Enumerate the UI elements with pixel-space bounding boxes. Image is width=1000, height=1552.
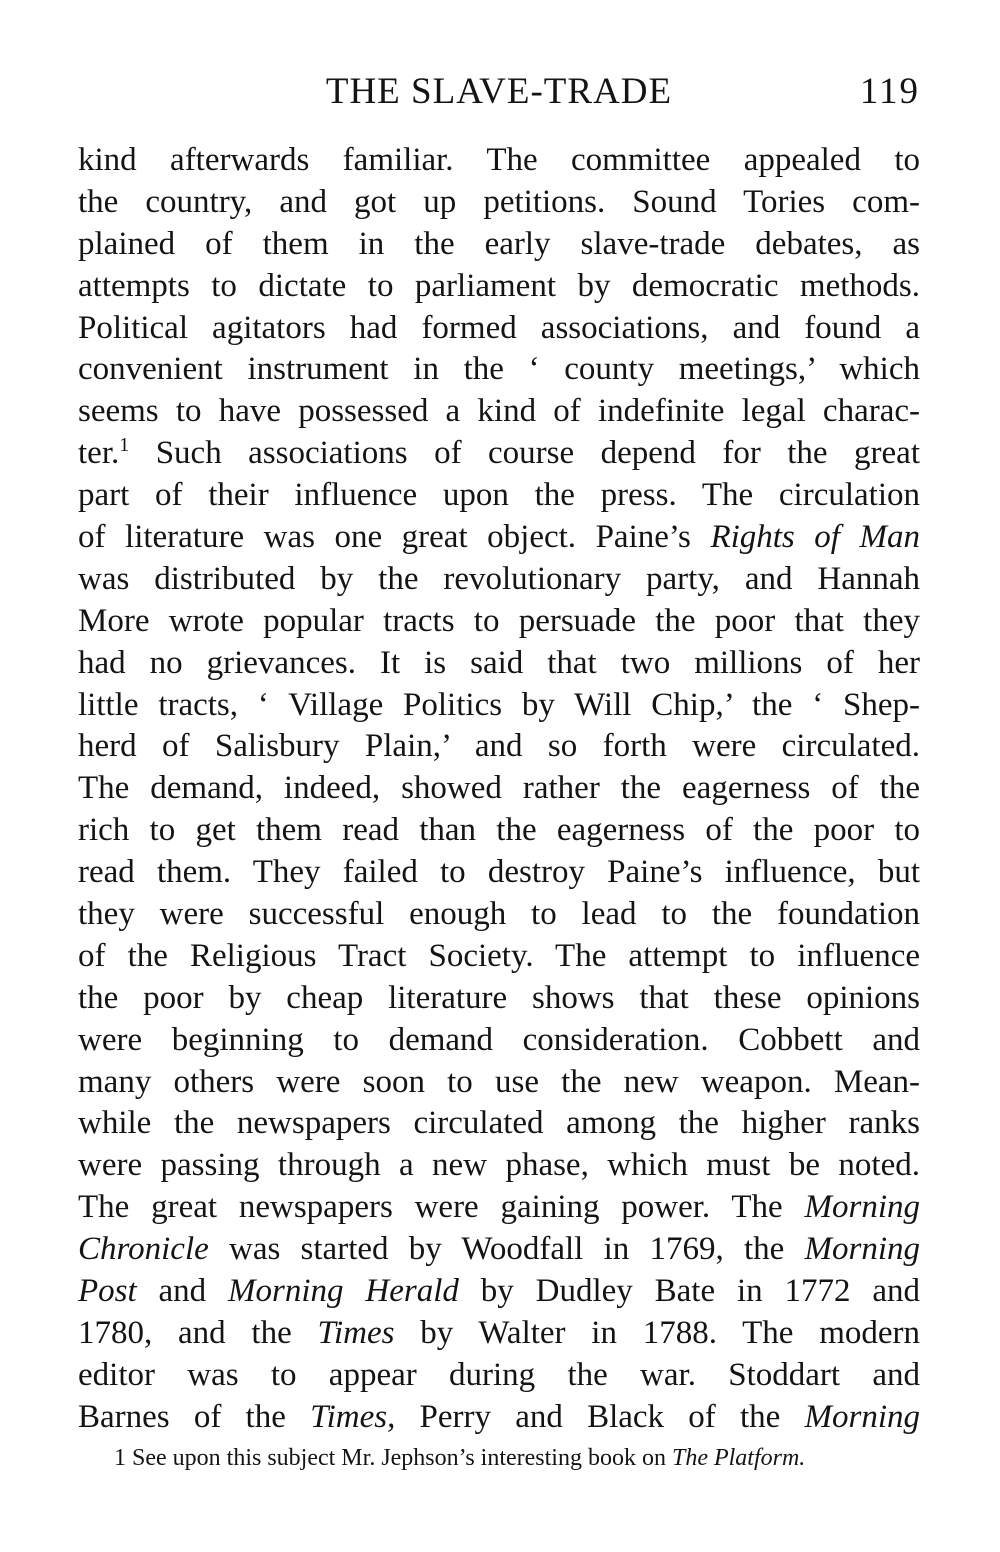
text-line: read them. They failed to destroy Paine’s influence, but	[78, 854, 920, 891]
text-line	[78, 517, 920, 559]
footnote-book-title: The Platform.	[671, 1445, 806, 1471]
page-number: 119	[859, 71, 920, 112]
text-line	[78, 1229, 920, 1271]
newspaper-title: Morning	[804, 1189, 920, 1226]
text-line: of the Religious Tract Society. The attempt to influence	[78, 937, 920, 974]
text-line: were beginning to demand consideration. Cobbett and	[78, 1021, 920, 1058]
running-title: THE SLAVE-TRADE	[325, 71, 673, 112]
text-line	[78, 1397, 920, 1439]
newspaper-title: Morning	[804, 1231, 920, 1268]
footnote	[114, 1442, 920, 1474]
text-line	[78, 1187, 920, 1229]
text-line: many others were soon to use the new weapon. Mean-	[78, 1063, 920, 1100]
newspaper-title: Times,	[310, 1398, 396, 1435]
text-line: had no grievances. It is said that two millions of her	[78, 644, 920, 681]
text-line: Political agitators had formed associations, and found a	[78, 309, 920, 346]
footnote-number: 1	[114, 1445, 126, 1471]
book-title: Rights of Man	[710, 519, 920, 556]
text-fragment: was started by Woodfall in 1769, the	[208, 1231, 805, 1268]
text-line: plained of them in the early slave-trade debates, as	[78, 225, 920, 262]
text-line: More wrote popular tracts to persuade the poor that they	[78, 602, 920, 639]
text-line: seems to have possessed a kind of indefinite legal charac-	[78, 393, 920, 430]
text-fragment: ter.	[78, 435, 120, 472]
text-line	[78, 1271, 920, 1313]
text-fragment: The great newspapers were gaining power. The	[78, 1189, 805, 1226]
text-line: editor was to appear during the war. Stoddart and	[78, 1356, 920, 1393]
footnote-text: See upon this subject Mr. Jephson’s interesting book on	[126, 1445, 672, 1471]
text-fragment: by Walter in 1788. The modern	[394, 1314, 920, 1351]
text-fragment: 1780, and the	[78, 1314, 318, 1351]
newspaper-title: Times	[317, 1314, 395, 1351]
newspaper-title: Chronicle	[78, 1231, 209, 1268]
text-line: was distributed by the revolutionary party, and Hannah	[78, 560, 920, 597]
text-fragment: by Dudley Bate in 1772 and	[458, 1273, 920, 1310]
text-line: while the newspapers circulated among the higher ranks	[78, 1105, 920, 1142]
text-line: they were successful enough to lead to the foundation	[78, 896, 920, 933]
body-text	[78, 140, 920, 1439]
text-line	[78, 1313, 920, 1355]
text-fragment: Such associations of course depend for the great	[129, 435, 920, 472]
text-line	[78, 433, 920, 475]
text-fragment: of literature was one great object. Paine’s	[78, 519, 711, 556]
text-line: the country, and got up petitions. Sound Tories com-	[78, 183, 920, 220]
newspaper-title: Post	[78, 1273, 137, 1310]
text-line: convenient instrument in the ‘ county meetings,’ which	[78, 351, 920, 388]
text-fragment: Barnes of the	[78, 1398, 311, 1435]
text-line: kind afterwards familiar. The committee appealed to	[78, 142, 920, 178]
newspaper-title: Morning Herald	[228, 1273, 459, 1310]
text-fragment: Perry and Black of the	[395, 1398, 805, 1435]
footnote-reference: 1	[119, 434, 130, 457]
text-line: part of their influence upon the press. The circulation	[78, 477, 920, 514]
running-head	[78, 68, 920, 116]
text-line: The demand, indeed, showed rather the eagerness of the	[78, 770, 920, 807]
text-fragment: and	[136, 1273, 229, 1310]
text-line: rich to get them read than the eagerness of the poor to	[78, 812, 920, 849]
text-line: herd of Salisbury Plain,’ and so forth were circulated.	[78, 728, 920, 765]
text-line: the poor by cheap literature shows that these opinions	[78, 979, 920, 1016]
text-line: were passing through a new phase, which must be noted.	[78, 1147, 920, 1184]
text-line: little tracts, ‘ Village Politics by Will Chip,’ the ‘ Shep-	[78, 686, 920, 723]
text-line: attempts to dictate to parliament by democratic methods.	[78, 267, 920, 304]
newspaper-title: Morning	[804, 1398, 920, 1435]
